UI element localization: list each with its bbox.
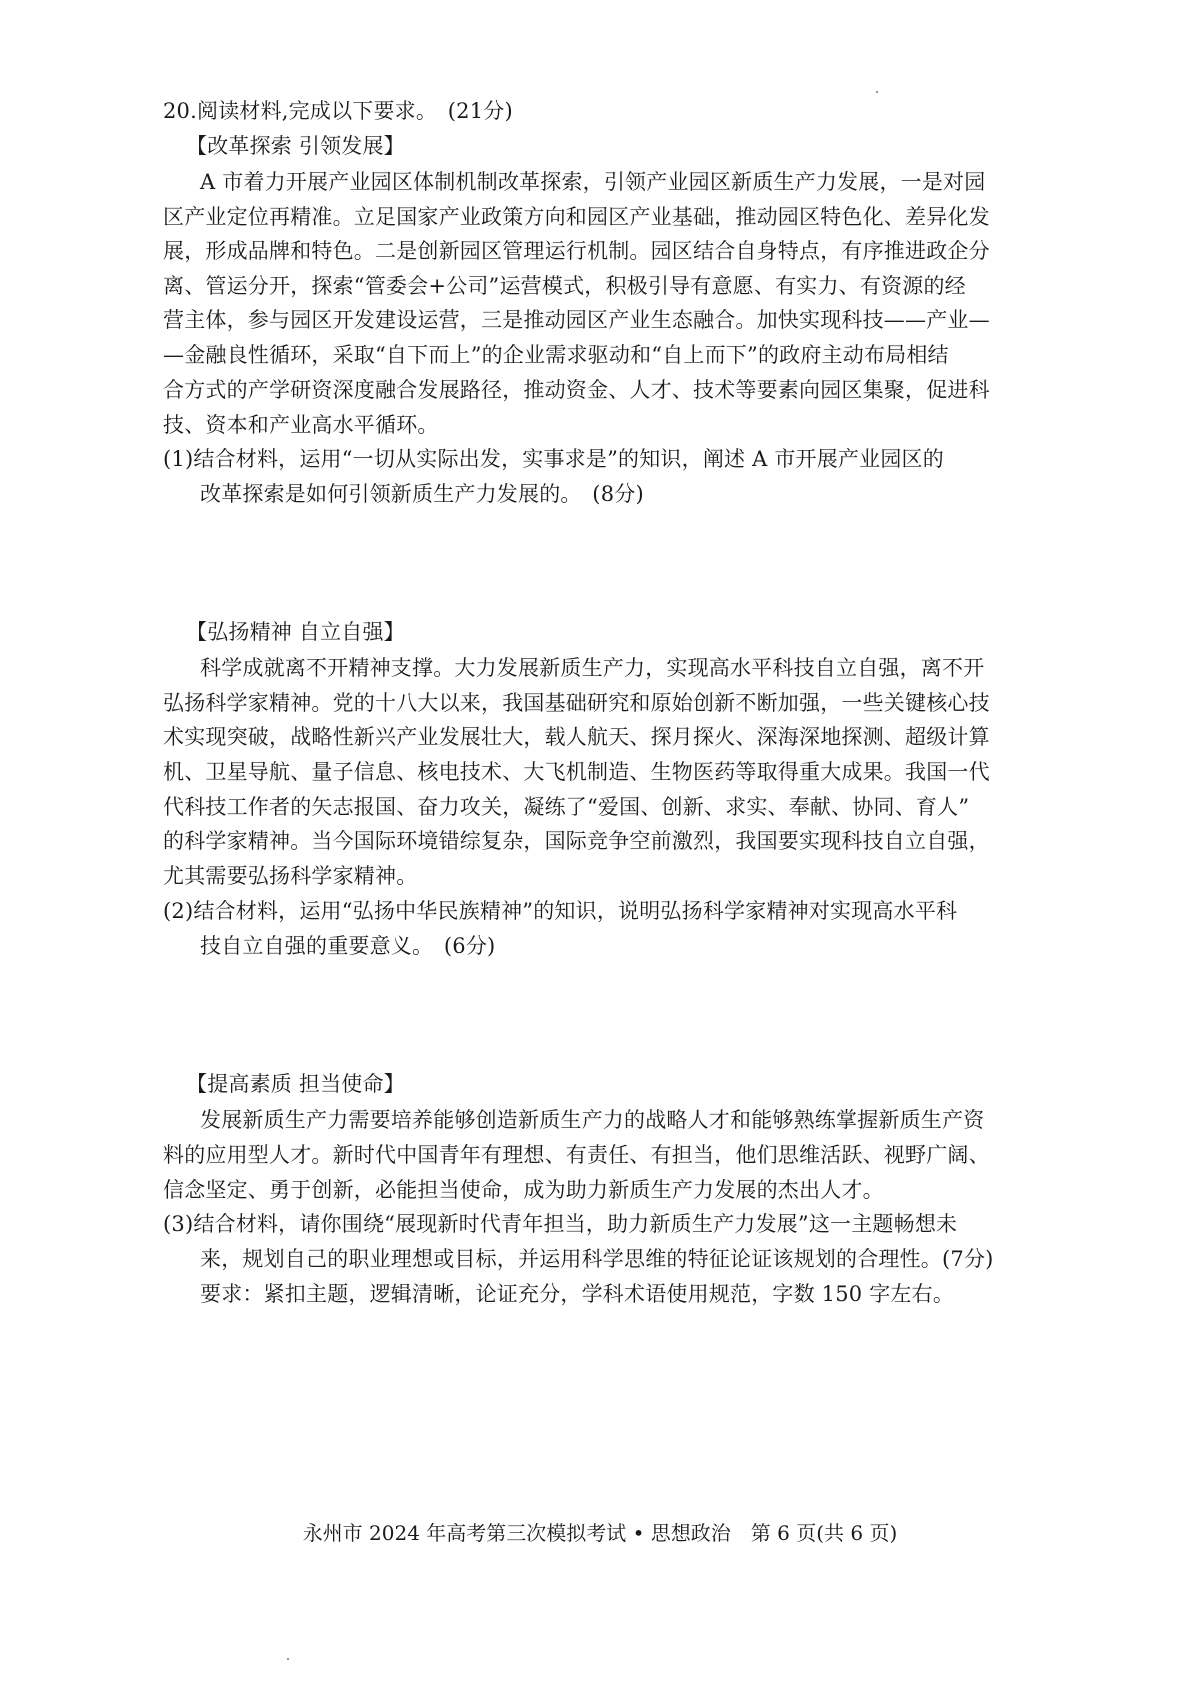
section3-heading: 【提高素质 担当使命】 — [186, 1072, 405, 1096]
section3-question-line: 来，规划自己的职业理想或目标，并运用科学思维的特征论证该规划的合理性。(7分) — [200, 1247, 994, 1271]
section3-material-line: 发展新质生产力需要培养能够创造新质生产力的战略人才和能够熟练掌握新质生产资 — [200, 1108, 985, 1132]
section1-question-line: (1)结合材料，运用“一切从实际出发，实事求是”的知识，阐述 A 市开展产业园区的 — [163, 447, 944, 471]
page-footer: 永州市 2024 年高考第三次模拟考试 • 思想政治 第 6 页(共 6 页) — [302, 1521, 898, 1545]
scan-speck-bottom — [287, 1658, 289, 1660]
section2-material-line: 尤其需要弘扬科学家精神。 — [163, 864, 418, 888]
section2-heading: 【弘扬精神 自立自强】 — [186, 620, 405, 644]
section2-material-line: 代科技工作者的矢志报国、奋力攻关，凝练了“爱国、创新、求实、奉献、协同、育人” — [163, 795, 970, 819]
scan-speck-top — [876, 91, 878, 93]
section3-question-line: (3)结合材料，请你围绕“展现新时代青年担当，助力新质生产力发展”这一主题畅想未 — [163, 1212, 958, 1236]
section1-material-line: 区产业定位再精准。立足国家产业政策方向和园区产业基础，推动园区特色化、差异化发 — [163, 205, 990, 229]
question-title: 20.阅读材料,完成以下要求。 (21分) — [163, 99, 513, 123]
section1-material-line: 合方式的产学研资深度融合发展路径，推动资金、人才、技术等要素向园区集聚，促进科 — [163, 378, 990, 402]
section1-material-line: 技、资本和产业高水平循环。 — [163, 413, 439, 437]
section1-material-line: —金融良性循环，采取“自下而上”的企业需求驱动和“自上而下”的政府主动布局相结 — [163, 343, 949, 367]
section2-question-line: 技自立自强的重要意义。 (6分) — [200, 934, 496, 958]
section1-question-line: 改革探索是如何引领新质生产力发展的。 (8分) — [200, 482, 644, 506]
section1-material-line: 展，形成品牌和特色。二是创新园区管理运行机制。园区结合自身特点，有序推进政企分 — [163, 239, 990, 263]
section2-material-line: 弘扬科学家精神。党的十八大以来，我国基础研究和原始创新不断加强，一些关键核心技 — [163, 691, 990, 715]
section1-material-line: 离、管运分开，探索“管委会+公司”运营模式，积极引导有意愿、有实力、有资源的经 — [163, 274, 966, 298]
section1-material-line: 营主体，参与园区开发建设运营，三是推动园区产业生态融合。加快实现科技——产业— — [163, 308, 990, 332]
section2-material-line: 科学成就离不开精神支撑。大力发展新质生产力，实现高水平科技自立自强，离不开 — [200, 656, 985, 680]
section2-question-line: (2)结合材料，运用“弘扬中华民族精神”的知识，说明弘扬科学家精神对实现高水平科 — [163, 899, 958, 923]
section2-material-line: 机、卫星导航、量子信息、核电技术、大飞机制造、生物医药等取得重大成果。我国一代 — [163, 760, 990, 784]
section1-material-line: A 市着力开展产业园区体制机制改革探索，引领产业园区新质生产力发展，一是对园 — [200, 170, 986, 194]
section1-heading: 【改革探索 引领发展】 — [186, 134, 405, 158]
section3-material-line: 料的应用型人才。新时代中国青年有理想、有责任、有担当，他们思维活跃、视野广阔、 — [163, 1143, 990, 1167]
section2-material-line: 的科学家精神。当今国际环境错综复杂，国际竞争空前激烈，我国要实现科技自立自强， — [163, 829, 990, 853]
section2-material-line: 术实现突破，战略性新兴产业发展壮大，载人航天、探月探火、深海深地探测、超级计算 — [163, 725, 990, 749]
section3-material-line: 信念坚定、勇于创新，必能担当使命，成为助力新质生产力发展的杰出人才。 — [163, 1178, 884, 1202]
section3-requirement-line: 要求：紧扣主题，逻辑清晰，论证充分，学科术语使用规范，字数 150 字左右。 — [200, 1282, 955, 1306]
